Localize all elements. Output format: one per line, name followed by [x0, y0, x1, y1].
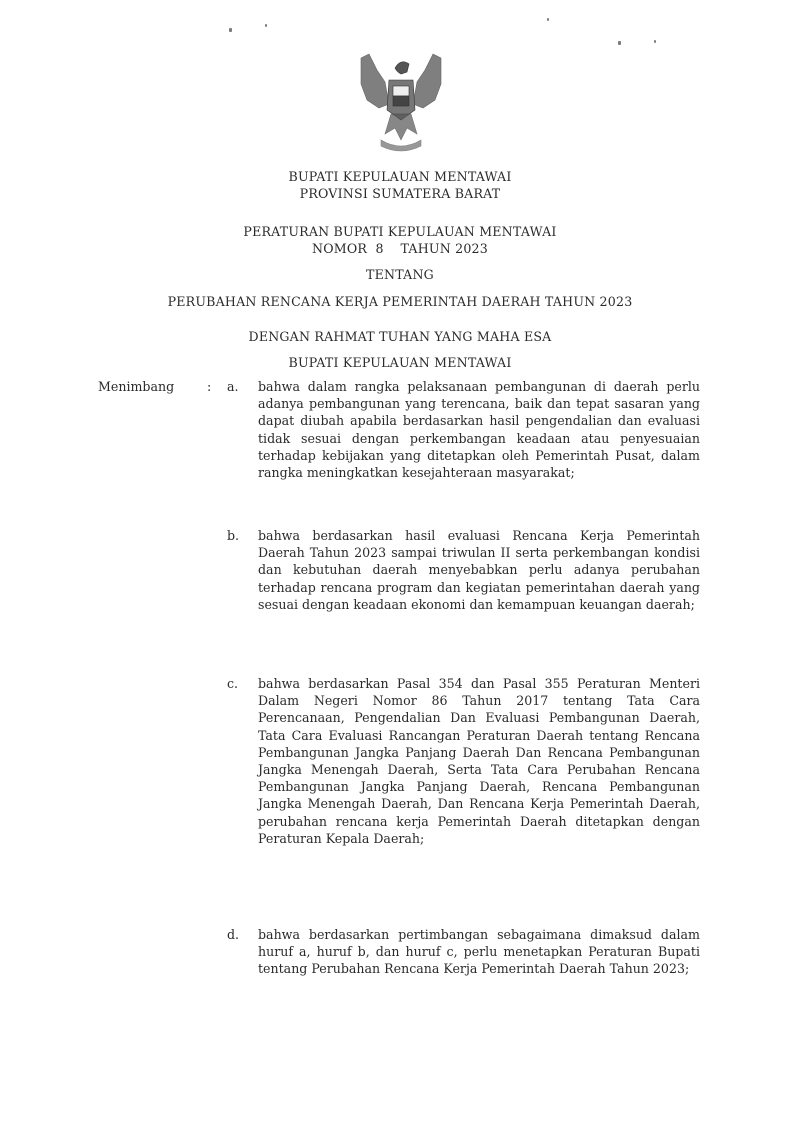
- scan-artifact: [265, 24, 267, 27]
- item-text: bahwa berdasarkan Pasal 354 dan Pasal 355 Peraturan Menteri Dalam Negeri Nomor 86 Tahun 2017 tentang Tata Cara Perencanaan, Pengendalian Dan Evaluasi Pembangunan Daerah, Tata Cara Evaluasi Rancangan Peraturan Daerah tentang Rencana Pembangunan Jangka Panjang Daerah Dan Rencana Pembangunan Jangka Menengah Daerah, Serta Tata Cara Perubahan Rencana Pembangunan Jangka Panjang Daerah, Rencana Pembangunan Jangka Menengah Daerah, Dan Rencana Kerja Pemerintah Daerah, perubahan rencana kerja Pemerintah Daerah ditetapkan dengan Peraturan Kepala Daerah;: [258, 676, 700, 846]
- scan-artifact: [618, 41, 621, 45]
- scan-artifact: [654, 40, 656, 43]
- issuer-line-1: BUPATI KEPULAUAN MENTAWAI: [288, 169, 512, 184]
- item-text: bahwa berdasarkan pertimbangan sebagaimana dimaksud dalam huruf a, huruf b, dan huruf c, perlu menetapkan Peraturan Bupati tentang Perubahan Rencana Kerja Pemerintah Daerah Tahun 2023;: [258, 927, 700, 977]
- scan-artifact: [547, 18, 549, 21]
- item-letter: b.: [227, 528, 240, 543]
- item-letter: a.: [227, 379, 239, 394]
- about-label: TENTANG: [366, 267, 434, 282]
- regulation-title: PERATURAN BUPATI KEPULAUAN MENTAWAI: [243, 224, 557, 239]
- issuer-line-2: PROVINSI SUMATERA BARAT: [299, 186, 501, 201]
- item-text: bahwa berdasarkan hasil evaluasi Rencana Kerja Pemerintah Daerah Tahun 2023 sampai triwulan II serta perkembangan kondisi dan kebutuhan daerah menyebabkan perlu adanya perubahan terhadap rencana program dan kegiatan pemerintahan daerah yang sesuai dengan keadaan ekonomi dan kemampuan keuangan daerah;: [258, 528, 700, 612]
- item-text: bahwa dalam rangka pelaksanaan pembangunan di daerah perlu adanya pembangunan yang terencana, baik dan tepat sasaran yang dapat diubah apabila berdasarkan hasil pengendalian dan evaluasi tidak sesuai dengan perkembangan keadaan atau penyesuaian terhadap kebijakan yang ditetapkan oleh Pemerintah Pusat, dalam rangka meningkatkan kesejahteraan masyarakat;: [258, 379, 700, 481]
- garuda-emblem-icon: [355, 48, 447, 156]
- item-letter: d.: [227, 927, 240, 942]
- item-letter: c.: [227, 676, 239, 691]
- regulation-number: NOMOR 8 TAHUN 2023: [312, 241, 488, 256]
- considering-label: Menimbang: [98, 379, 175, 394]
- regulation-subject: PERUBAHAN RENCANA KERJA PEMERINTAH DAERAH TAHUN 2023: [167, 294, 633, 309]
- grace-clause: DENGAN RAHMAT TUHAN YANG MAHA ESA: [248, 329, 552, 344]
- scan-artifact: [229, 28, 232, 32]
- considering-colon: :: [207, 379, 212, 394]
- authority-clause: BUPATI KEPULAUAN MENTAWAI: [288, 355, 512, 370]
